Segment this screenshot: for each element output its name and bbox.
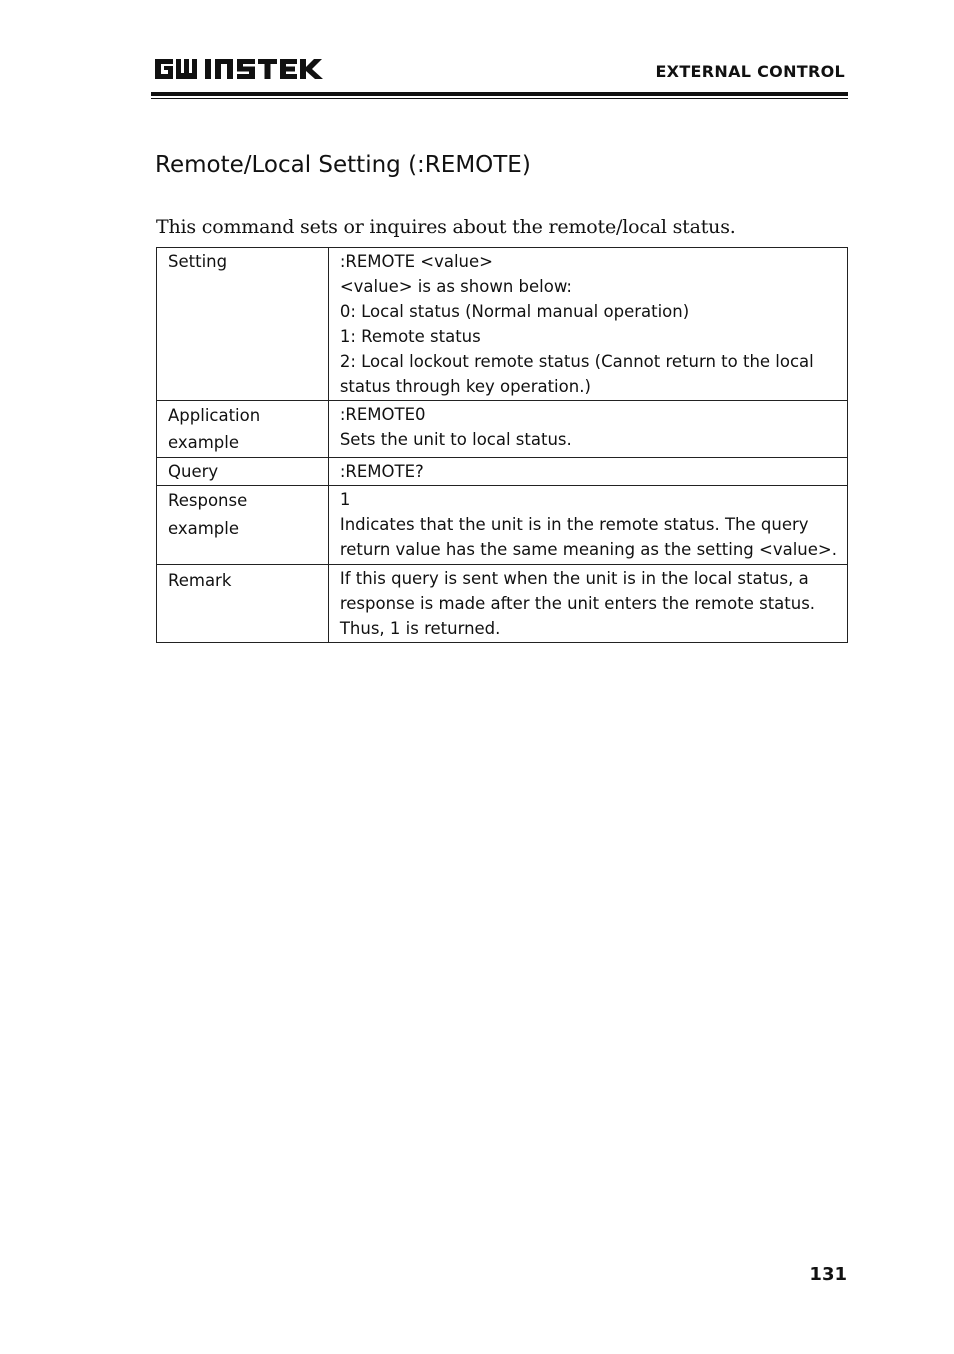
label-text: Application [168,406,261,425]
command-table [156,247,848,643]
row-content [328,565,847,643]
label-text: example [168,433,240,452]
table-row-setting [157,248,848,401]
page-heading: Remote/Local Setting (:REMOTE) [155,152,531,178]
content-line: return value has the same meaning as the setting <value>. [339,540,837,559]
gw-instek-logo [153,56,325,82]
row-content [328,248,847,401]
content-line: If this query is sent when the unit is in the local status, a [339,569,809,588]
table-row-application-example [157,401,848,458]
content-line: response is made after the unit enters the remote status. [339,594,816,613]
brand-logo-graphic [153,56,325,82]
table-row-query [157,458,848,486]
content-line: Indicates that the unit is in the remote status. The query [339,515,809,534]
content-line: :REMOTE0 [339,405,426,424]
page-number: 131 [809,1264,847,1285]
content-line: Sets the unit to local status. [339,430,572,449]
header-rule-thin [151,98,848,99]
row-content [328,486,847,565]
label-text: example [168,519,240,538]
row-content [328,458,847,486]
content-line: Thus, 1 is returned. [339,619,501,638]
content-line: 1 [339,490,351,509]
label-text: Remark [168,571,232,590]
row-label [157,401,329,458]
content-line: :REMOTE <value> [339,252,493,271]
intro-text: This command sets or inquires about the remote/local status. [156,216,736,238]
table-row-remark [157,565,848,643]
label-text: Setting [168,252,228,271]
header-rule [151,92,848,96]
row-label [157,248,329,401]
content-line: 0: Local status (Normal manual operation) [339,302,690,321]
content-line: :REMOTE? [339,462,424,481]
row-content [328,401,847,458]
label-text: Response [168,491,248,510]
content-line: status through key operation.) [339,377,591,396]
label-text: Query [168,462,219,481]
row-label [157,565,329,643]
row-label [157,458,329,486]
row-label [157,486,329,565]
table-row-response-example [157,486,848,565]
content-line: <value> is as shown below: [339,277,572,296]
section-title: EXTERNAL CONTROL [655,62,845,81]
content-line: 2: Local lockout remote status (Cannot return to the local [339,352,814,371]
content-line: 1: Remote status [339,327,481,346]
